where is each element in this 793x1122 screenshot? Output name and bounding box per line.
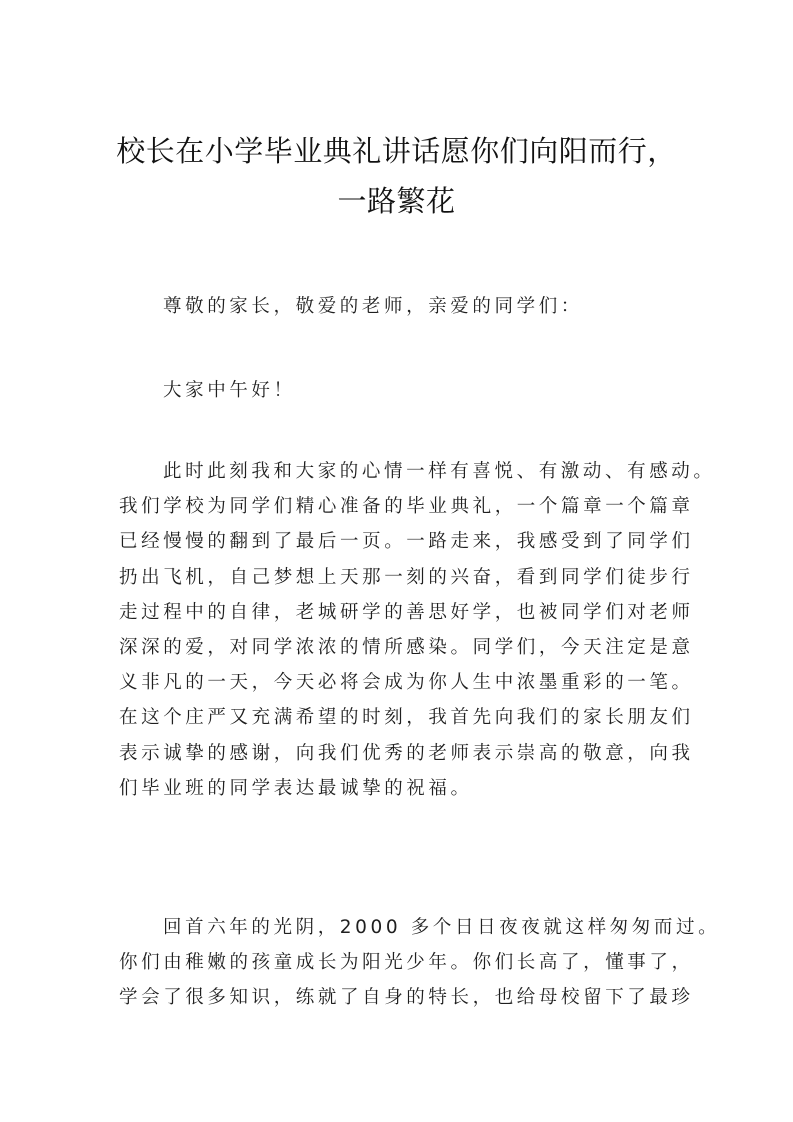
salutation-line: 大家中午好！ [163,380,296,401]
document-title [100,126,693,226]
title-line-1: 校长在小学毕业典礼讲话愿你们向阳而行， [116,134,677,168]
body-paragraph-1 [119,454,716,806]
paragraph-line: 我们学校为同学们精心准备的毕业典礼，一个篇章一个篇章 [119,496,694,518]
paragraph-line: 你们由稚嫩的孩童成长为阳光少年。你们长高了，懂事了， [119,952,694,974]
body-paragraph-2 [119,910,721,1016]
paragraph-line: 们毕业班的同学表达最诚挚的祝福。 [119,777,473,799]
paragraph-line: 义非凡的一天，今天必将会成为你人生中浓墨重彩的一笔。 [119,672,694,694]
paragraph-line: 学会了很多知识，练就了自身的特长，也给母校留下了最珍 [119,987,694,1009]
paragraph-line: 此时此刻我和大家的心情一样有喜悦、有激动、有感动。 [163,461,716,482]
paragraph-line: 深深的爱，对同学浓浓的情所感染。同学们，今天注定是意 [119,637,694,659]
paragraph-line: 在这个庄严又充满希望的时刻，我首先向我们的家长朋友们 [119,707,694,729]
paragraph-line: 回首六年的光阴，2000 多个日日夜夜就这样匆匆而过。 [163,917,721,938]
title-line-2: 一路繁花 [337,184,456,218]
paragraph-line: 扔出飞机，自己梦想上天那一刻的兴奋，看到同学们徒步行 [119,566,694,588]
paragraph-line: 已经慢慢的翻到了最后一页。一路走来，我感受到了同学们 [119,531,694,553]
greeting-line: 尊敬的家长，敬爱的老师，亲爱的同学们： [163,296,583,317]
paragraph-line: 走过程中的自律，老城研学的善思好学，也被同学们对老师 [119,601,694,623]
paragraph-line: 表示诚挚的感谢，向我们优秀的老师表示崇高的敬意，向我 [119,742,694,764]
